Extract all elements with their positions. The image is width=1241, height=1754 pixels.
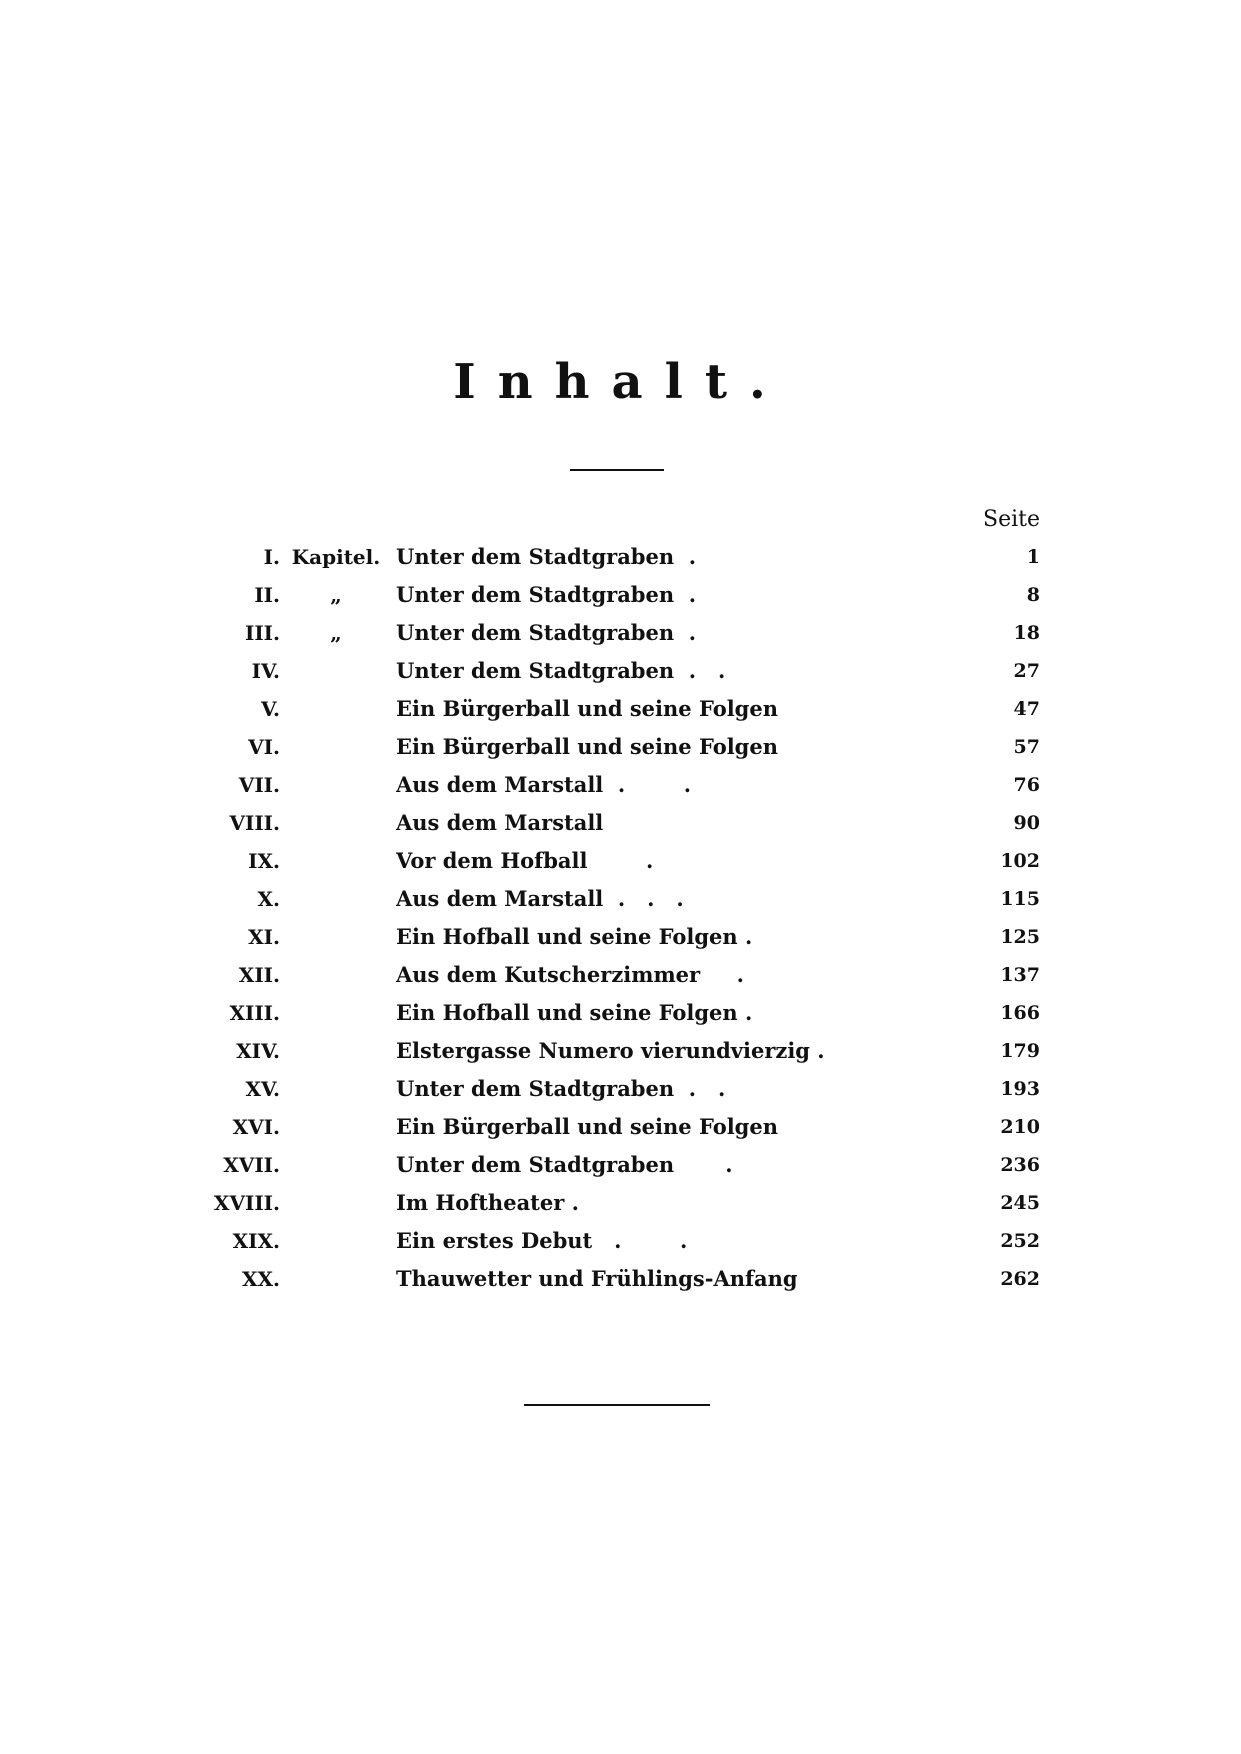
toc-row — [0, 614, 1241, 652]
title-divider — [570, 469, 664, 471]
page-number: 262 — [1000, 1268, 1040, 1290]
chapter-title: Ein Hofball und seine Folgen . — [396, 924, 753, 949]
chapter-title: Ein Bürgerball und seine Folgen — [396, 696, 778, 721]
page-number: 179 — [1000, 1040, 1040, 1062]
chapter-number: XV. — [245, 1077, 280, 1101]
chapter-number: II. — [254, 583, 280, 607]
toc-row — [0, 880, 1241, 918]
chapter-number: IV. — [251, 659, 280, 683]
toc-row — [0, 956, 1241, 994]
chapter-number: XII. — [238, 963, 280, 987]
page-number: 236 — [1000, 1154, 1040, 1176]
page-number: 125 — [1000, 926, 1040, 948]
toc-row — [0, 918, 1241, 956]
page-number: 193 — [1000, 1078, 1040, 1100]
toc-row — [0, 994, 1241, 1032]
page-number: 137 — [1000, 964, 1040, 986]
page-number: 90 — [1013, 812, 1040, 834]
toc-row — [0, 576, 1241, 614]
page-number: 76 — [1013, 774, 1040, 796]
page-number: 57 — [1013, 736, 1040, 758]
chapter-title: Im Hoftheater . — [396, 1190, 579, 1215]
page-number: 115 — [1000, 888, 1040, 910]
chapter-number: X. — [257, 887, 280, 911]
chapter-label: „ — [330, 583, 342, 607]
chapter-number: VII. — [238, 773, 280, 797]
chapter-number: XVII. — [223, 1153, 280, 1177]
chapter-number: XX. — [242, 1267, 280, 1291]
toc-row — [0, 1222, 1241, 1260]
toc-row — [0, 1146, 1241, 1184]
toc-row — [0, 1184, 1241, 1222]
page-number: 27 — [1013, 660, 1040, 682]
chapter-title: Unter dem Stadtgraben . — [396, 582, 697, 607]
chapter-title: Aus dem Kutscherzimmer . — [396, 962, 744, 987]
toc-row — [0, 652, 1241, 690]
toc-row — [0, 690, 1241, 728]
chapter-title: Vor dem Hofball . — [396, 848, 654, 873]
page-number: 210 — [1000, 1116, 1040, 1138]
toc-row — [0, 538, 1241, 576]
page-number: 18 — [1013, 622, 1040, 644]
chapter-title: Elstergasse Numero vierundvierzig . — [396, 1038, 825, 1063]
chapter-title: Ein Hofball und seine Folgen . — [396, 1000, 753, 1025]
chapter-number: XIII. — [229, 1001, 280, 1025]
page-number: 8 — [1026, 584, 1040, 606]
chapter-title: Thauwetter und Frühlings-Anfang — [396, 1266, 798, 1291]
page-column-header: Seite — [983, 507, 1040, 532]
toc-row — [0, 1108, 1241, 1146]
chapter-number: XIV. — [236, 1039, 280, 1063]
chapter-number: VI. — [248, 735, 280, 759]
table-of-contents — [0, 538, 1241, 1298]
page-number: 102 — [1000, 850, 1040, 872]
chapter-title: Aus dem Marstall . . . — [396, 886, 684, 911]
chapter-title: Unter dem Stadtgraben . — [396, 620, 697, 645]
chapter-title: Ein Bürgerball und seine Folgen — [396, 1114, 778, 1139]
page-number: 166 — [1000, 1002, 1040, 1024]
toc-row — [0, 804, 1241, 842]
page-number: 1 — [1026, 546, 1040, 568]
chapter-number: V. — [261, 697, 280, 721]
chapter-title: Unter dem Stadtgraben . — [396, 1152, 733, 1177]
toc-row — [0, 728, 1241, 766]
chapter-title: Unter dem Stadtgraben . — [396, 544, 697, 569]
chapter-number: XIX. — [232, 1229, 280, 1253]
chapter-label: „ — [330, 621, 342, 645]
chapter-title: Ein erstes Debut . . — [396, 1228, 688, 1253]
chapter-number: VIII. — [229, 811, 280, 835]
chapter-label: Kapitel. — [291, 545, 381, 569]
chapter-number: XI. — [248, 925, 280, 949]
chapter-title: Unter dem Stadtgraben . . — [396, 1076, 726, 1101]
chapter-number: III. — [244, 621, 280, 645]
toc-row — [0, 1032, 1241, 1070]
toc-row — [0, 1070, 1241, 1108]
chapter-number: IX. — [248, 849, 280, 873]
page-number: 245 — [1000, 1192, 1040, 1214]
chapter-title: Aus dem Marstall . . — [396, 772, 692, 797]
chapter-number: XVI. — [232, 1115, 280, 1139]
toc-row — [0, 1260, 1241, 1298]
page-title: Inhalt. — [453, 354, 788, 410]
toc-row — [0, 766, 1241, 804]
page-number: 47 — [1013, 698, 1040, 720]
chapter-title: Unter dem Stadtgraben . . — [396, 658, 726, 683]
closing-divider — [524, 1404, 710, 1406]
chapter-number: XVIII. — [213, 1191, 280, 1215]
chapter-title: Aus dem Marstall — [396, 810, 604, 835]
chapter-title: Ein Bürgerball und seine Folgen — [396, 734, 778, 759]
page-number: 252 — [1000, 1230, 1040, 1252]
chapter-number: I. — [263, 545, 280, 569]
toc-row — [0, 842, 1241, 880]
